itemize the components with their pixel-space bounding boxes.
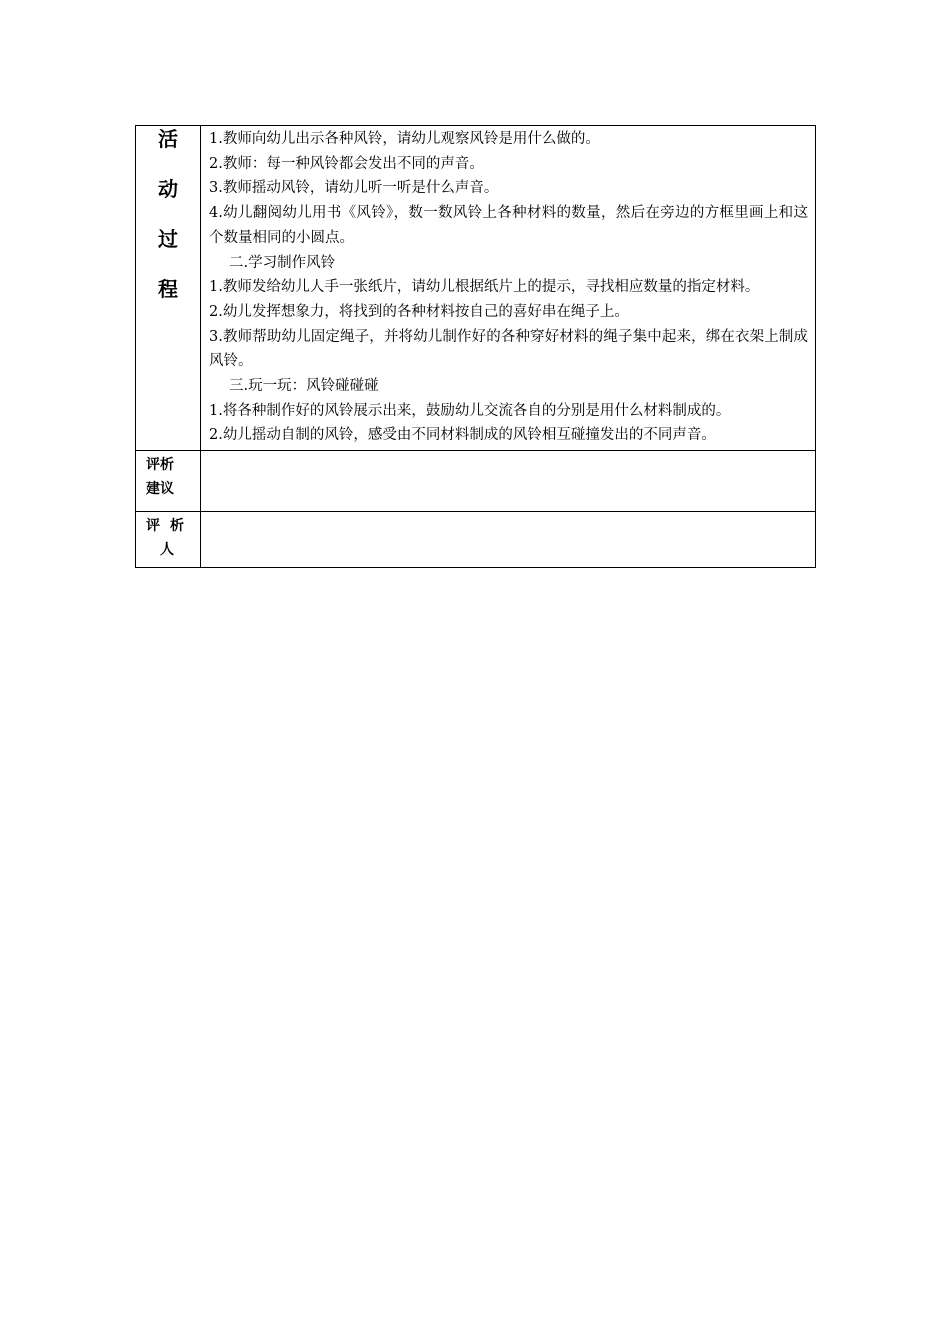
- activity-process-label: [136, 126, 200, 328]
- review-suggestion-content: [201, 451, 816, 512]
- section-heading: 三.玩一玩：风铃碰碰碰: [229, 378, 379, 395]
- review-suggestion-row: [136, 451, 816, 512]
- reviewer-label-line2: 人: [160, 542, 174, 559]
- label-char: 过: [158, 227, 178, 251]
- activity-process-content: [201, 126, 816, 451]
- review-label-line1: 评析: [146, 457, 174, 474]
- reviewer-label-line1: 评析: [146, 518, 194, 535]
- process-line: 2.教师：每一种风铃都会发出不同的声音。: [209, 155, 484, 172]
- label-char: 动: [158, 177, 178, 201]
- process-line: 1.将各种制作好的风铃展示出来，鼓励幼儿交流各自的分别是用什么材料制成的。: [209, 402, 731, 419]
- process-line: 3.教师摇动风铃，请幼儿听一听是什么声音。: [209, 180, 499, 197]
- process-line: 1.教师向幼儿出示各种风铃，请幼儿观察风铃是用什么做的。: [209, 131, 600, 147]
- process-line: 2.幼儿发挥想象力，将找到的各种材料按自己的喜好串在绳子上。: [209, 303, 629, 320]
- section-heading: 二.学习制作风铃: [229, 254, 336, 271]
- label-char: 活: [158, 127, 178, 151]
- process-line: 3.教师帮助幼儿固定绳子，并将幼儿制作好的各种穿好材料的绳子集中起来，绑在衣架上制成风铃。: [209, 328, 808, 370]
- reviewer-label: [136, 512, 201, 568]
- lesson-plan-table: [135, 125, 816, 568]
- label-char: 程: [158, 277, 178, 301]
- reviewer-content: [201, 512, 816, 568]
- review-label-line2: 建议: [146, 481, 174, 498]
- activity-process-label-cell: [136, 126, 201, 451]
- process-line: 4.幼儿翻阅幼儿用书《风铃》，数一数风铃上各种材料的数量，然后在旁边的方框里画上和这个数量相同的小圆点。: [209, 205, 808, 246]
- reviewer-row: [136, 512, 816, 568]
- process-line: 1.教师发给幼儿人手一张纸片，请幼儿根据纸片上的提示，寻找相应数量的指定材料。: [209, 279, 760, 296]
- process-line: 2.幼儿摇动自制的风铃，感受由不同材料制成的风铃相互碰撞发出的不同声音。: [209, 427, 716, 444]
- review-suggestion-label: [136, 451, 201, 512]
- activity-process-row: [136, 126, 816, 451]
